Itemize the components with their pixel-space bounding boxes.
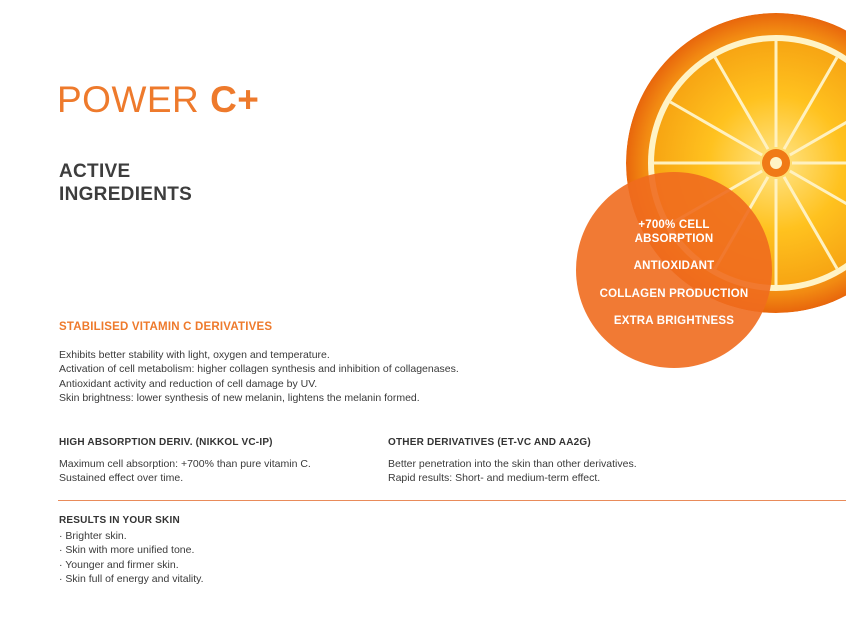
high-absorption-line: Sustained effect over time. [59,472,184,485]
other-derivatives-line: Better penetration into the skin than other derivatives. [388,458,637,470]
vitamin-c-description [59,348,459,405]
vitamin-c-title: STABILISED VITAMIN C DERIVATIVES [59,321,273,333]
other-derivatives-description [388,457,637,486]
high-absorption-line: Maximum cell absorption: +700% than pure vitamin C. [59,458,311,470]
high-absorption-title: HIGH ABSORPTION DERIV. (NIKKOL VC-IP) [59,437,273,448]
benefits-circle [576,172,772,368]
results-item: · Skin with more unified tone. [59,544,195,557]
results-list [59,529,204,586]
results-item: · Brighter skin. [59,530,127,542]
results-item: · Younger and firmer skin. [59,558,179,571]
vitamin-c-line: Exhibits better stability with light, oxygen and temperature. [59,349,330,361]
benefit-antioxidant: ANTIOXIDANT [633,260,715,272]
section-divider [58,500,846,501]
vitamin-c-line: Antioxidant activity and reduction of cell damage by UV. [59,377,318,390]
high-absorption-description [59,457,311,486]
vitamin-c-line: Activation of cell metabolism: higher collagen synthesis and inhibition of collagenases. [59,363,459,376]
section-heading [59,160,192,206]
benefit-brightness: EXTRA BRIGHTNESS [613,315,735,327]
brand-title [57,78,259,122]
results-title: RESULTS IN YOUR SKIN [59,515,180,526]
results-item: · Skin full of energy and vitality. [59,572,204,585]
other-derivatives-line: Rapid results: Short- and medium-term effect. [388,472,601,485]
section-heading-line2: INGREDIENTS [59,184,193,205]
vitamin-c-line: Skin brightness: lower synthesis of new melanin, lightens the melanin formed. [59,391,420,404]
benefit-absorption-line1: +700% CELL [638,219,710,231]
brand-title-main: POWER [57,79,211,120]
other-derivatives-title: OTHER DERIVATIVES (ET-VC AND AA2G) [388,437,591,448]
brand-title-accent: C+ [210,79,260,120]
benefit-absorption-line2: ABSORPTION [634,233,714,245]
section-heading-line1: ACTIVE [59,161,131,182]
benefit-collagen: COLLAGEN PRODUCTION [599,288,749,300]
